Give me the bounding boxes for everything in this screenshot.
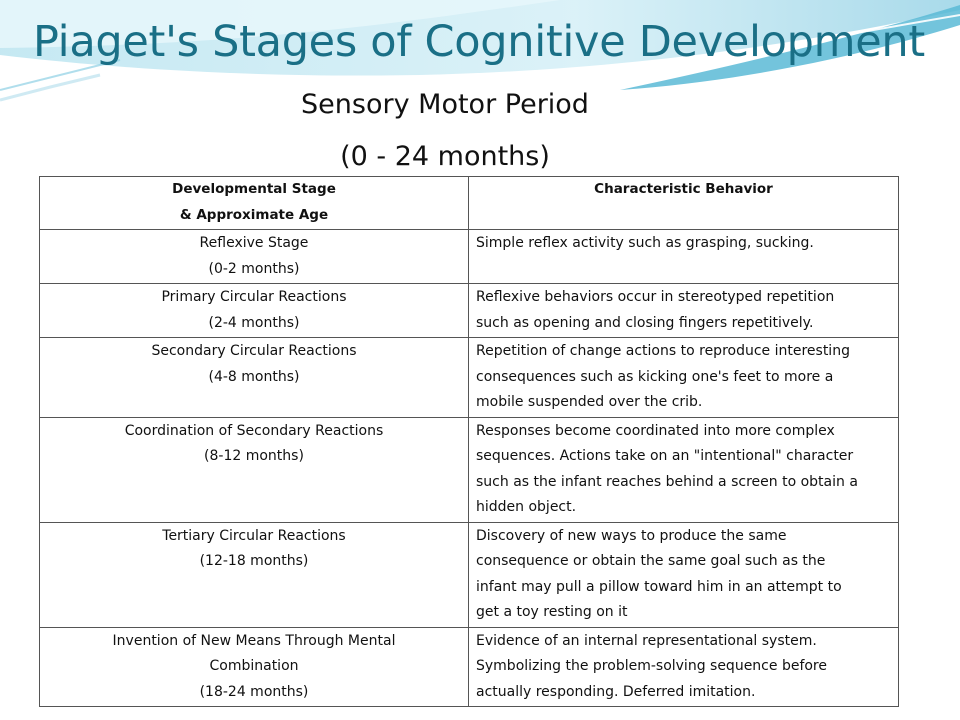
header-stage xyxy=(40,177,469,230)
behavior-line: Responses become coordinated into more complex xyxy=(476,422,835,439)
stages-table xyxy=(39,176,899,707)
stage-name: Reflexive Stage xyxy=(199,235,309,251)
table-row xyxy=(40,522,899,627)
header-stage-line2: & Approximate Age xyxy=(179,206,329,223)
stage-cell xyxy=(40,522,469,627)
behavior-line: hidden object. xyxy=(476,499,577,515)
behavior-line: Repetition of change actions to reproduce interesting xyxy=(476,343,850,359)
stage-name: Primary Circular Reactions xyxy=(161,289,347,305)
stage-age: (0-2 months) xyxy=(208,260,300,277)
stage-cell xyxy=(40,417,469,522)
header-behavior xyxy=(469,177,899,230)
behavior-line: Simple reflex activity such as grasping, sucking. xyxy=(476,235,814,251)
slide-title: Piaget's Stages of Cognitive Development xyxy=(33,17,925,67)
stage-name-continued: Combination xyxy=(209,658,299,674)
table-header-row xyxy=(40,177,899,230)
stage-age: (18-24 months) xyxy=(199,683,309,700)
stage-cell xyxy=(40,338,469,418)
behavior-line: Discovery of new ways to produce the same xyxy=(476,527,787,544)
stage-age: (4-8 months) xyxy=(208,368,300,385)
behavior-line: actually responding. Deferred imitation. xyxy=(476,683,756,700)
behavior-cell xyxy=(469,338,899,418)
behavior-line: Symbolizing the problem-solving sequence before xyxy=(476,658,827,674)
behavior-line: get a toy resting on it xyxy=(476,604,628,620)
behavior-line: Evidence of an internal representational system. xyxy=(476,632,817,649)
stage-age: (8-12 months) xyxy=(204,448,304,464)
behavior-line: such as opening and closing fingers repetitively. xyxy=(476,314,814,331)
behavior-cell xyxy=(469,284,899,338)
stage-name: Tertiary Circular Reactions xyxy=(162,527,346,544)
subtitle-period: Sensory Motor Period xyxy=(301,89,589,120)
table-row xyxy=(40,338,899,418)
table-row xyxy=(40,284,899,338)
behavior-line: infant may pull a pillow toward him in an attempt to xyxy=(476,578,842,595)
behavior-line: Reflexive behaviors occur in stereotyped repetition xyxy=(476,289,835,305)
stage-name: Coordination of Secondary Reactions xyxy=(124,422,384,439)
stage-age: (2-4 months) xyxy=(208,314,300,331)
table-row xyxy=(40,627,899,707)
subtitle-age-range: (0 - 24 months) xyxy=(340,141,550,172)
stage-name: Invention of New Means Through Mental xyxy=(112,632,396,649)
stage-cell xyxy=(40,230,469,284)
header-stage-line1: Developmental Stage xyxy=(172,181,336,197)
behavior-cell xyxy=(469,522,899,627)
header-behavior-label: Characteristic Behavior xyxy=(594,181,773,197)
behavior-line: mobile suspended over the crib. xyxy=(476,394,703,410)
stage-cell xyxy=(40,627,469,707)
behavior-line: sequences. Actions take on an "intentional" character xyxy=(476,448,854,464)
behavior-line: such as the infant reaches behind a screen to obtain a xyxy=(476,473,858,490)
table-row xyxy=(40,230,899,284)
behavior-cell xyxy=(469,627,899,707)
behavior-line: consequence or obtain the same goal such as the xyxy=(476,553,826,569)
stage-age: (12-18 months) xyxy=(199,553,309,569)
stage-name: Secondary Circular Reactions xyxy=(151,343,357,359)
behavior-cell xyxy=(469,417,899,522)
table-row xyxy=(40,417,899,522)
stage-cell xyxy=(40,284,469,338)
behavior-cell xyxy=(469,230,899,284)
behavior-line: consequences such as kicking one's feet to more a xyxy=(476,368,834,385)
